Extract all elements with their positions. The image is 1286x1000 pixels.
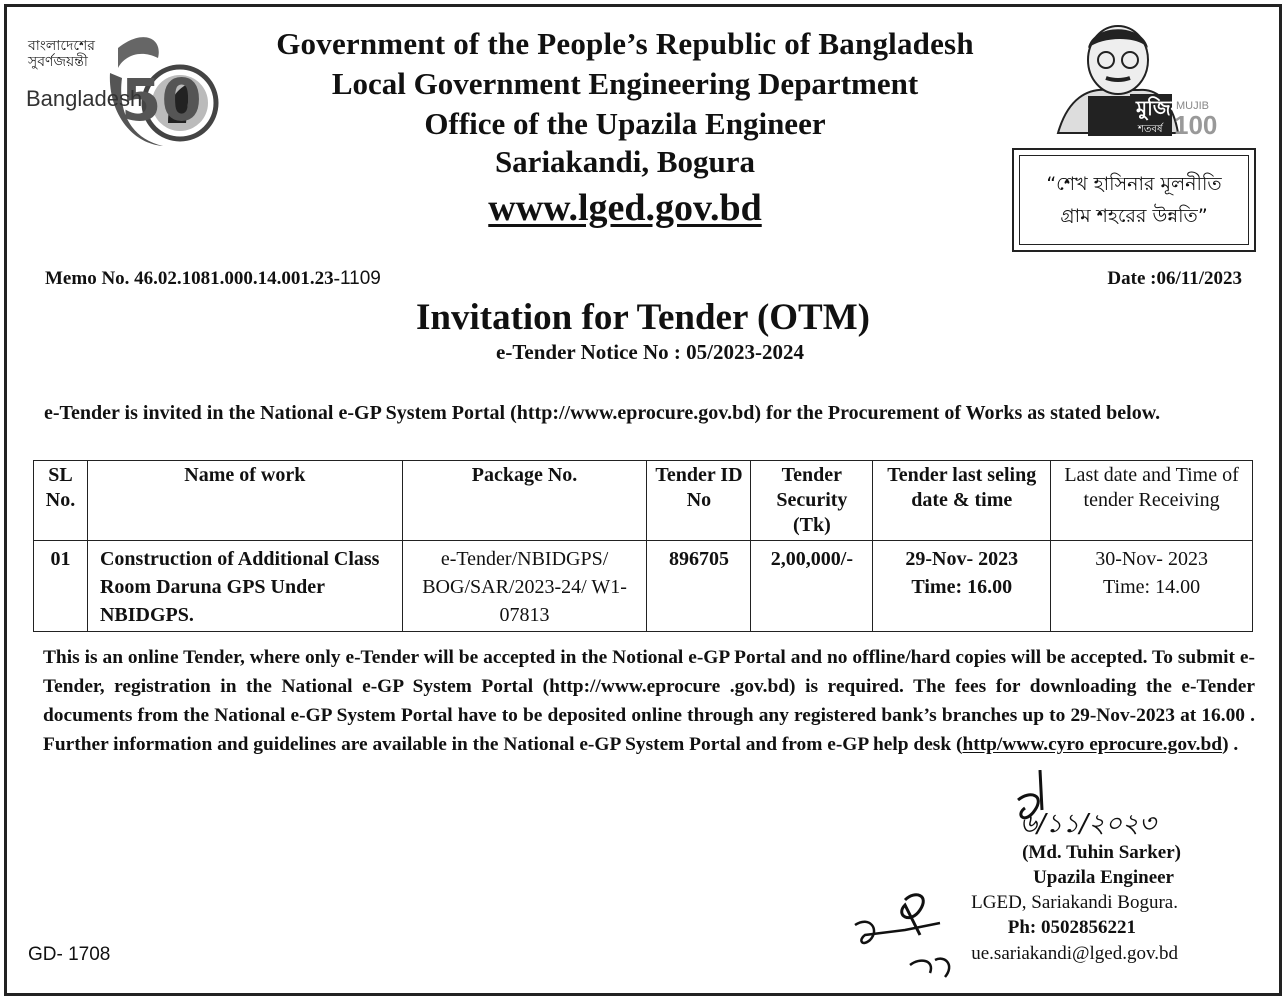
- mujib-100-logo: [1048, 18, 1228, 140]
- receiving-date: 30-Nov- 2023: [1095, 548, 1208, 570]
- initial-signature-graphic: [850, 885, 960, 985]
- header-department: Local Government Engineering Department: [331, 66, 919, 101]
- header-government: Government of the People’s Republic of Bangladesh: [276, 26, 974, 61]
- table-header-row: [34, 461, 1253, 541]
- intro-paragraph: e-Tender is invited in the National e-GP System Portal (http://www.eprocure.gov.bd) for the Procurement of Works as stated below.: [44, 402, 1161, 424]
- selling-date: 29-Nov- 2023: [905, 548, 1019, 570]
- cell-package-no: e-Tender/NBIDGPS/ BOG/SAR/2023-24/ W1-07813: [402, 541, 647, 632]
- col-header-tender-security: Tender Security (Tk): [751, 461, 873, 541]
- signatory-name: (Md. Tuhin Sarker): [1022, 842, 1181, 863]
- gd-number: GD- 1708: [28, 944, 111, 965]
- logo-bangla-text: [28, 38, 95, 70]
- signature-graphic: [1000, 770, 1190, 840]
- cell-name-of-work: Construction of Additional Class Room Daruna GPS Under NBIDGPS.: [87, 541, 402, 632]
- header-location: Sariakandi, Bogura: [494, 144, 756, 179]
- col-header-last-receiving-date: Last date and Time of tender Receiving: [1051, 461, 1253, 541]
- receiving-time: Time: 14.00: [1103, 576, 1201, 598]
- instructions-text: This is an online Tender, where only e-Tender will be accepted in the Notional e-GP Portal and no offline/hard copies will be accepted. To submit e-Tender, registration in the National e-GP System Portal (http://www.eprocure .gov.bd) is required. The fees for downloading the e-Tender documents from the National e-GP System Portal have to be deposited online through any registered bank’s branches up to 29-Nov-2023 at 16.00 . Further information and guidelines are available in the National e-GP System Portal and from e-GP help desk (: [43, 647, 1255, 755]
- header-office: Office of the Upazila Engineer: [424, 106, 826, 141]
- table-row: [34, 541, 1253, 632]
- golden-jubilee-logo: [18, 28, 223, 148]
- cell-tender-security: 2,00,000/-: [751, 541, 873, 632]
- mujib-bangla-label: মুজিব: [1136, 96, 1182, 120]
- signatory-phone: Ph: 0502856221: [1007, 917, 1136, 938]
- slogan-line1: “শেখ হাসিনার মূলনীতি: [1046, 173, 1222, 195]
- initial-signature: [850, 885, 960, 985]
- instructions-paragraph: [43, 643, 1255, 759]
- cell-receiving-date: [1051, 541, 1253, 632]
- signature-date: ৬/১১/২০২৩: [1020, 809, 1156, 839]
- cell-selling-date: [873, 541, 1051, 632]
- slogan-box: [1012, 148, 1256, 252]
- col-header-sl: SL No.: [34, 461, 88, 541]
- memo-serial: 1109: [340, 268, 381, 289]
- help-desk-link[interactable]: http/www.cyro eprocure.gov.bd: [962, 734, 1223, 755]
- mujib-label: MUJIB: [1176, 100, 1209, 112]
- handwritten-signature: [1000, 770, 1190, 840]
- col-header-package-no: Package No.: [402, 461, 647, 541]
- signatory-office: LGED, Sariakandi Bogura.: [971, 892, 1178, 913]
- logo-bangladesh-label: Bangladesh: [26, 86, 143, 111]
- memo-label: Memo No. 46.02.1081.000.14.001.23-: [45, 268, 340, 289]
- logo-50-number: 50: [121, 66, 202, 134]
- page-title: Invitation for Tender (OTM): [416, 297, 870, 338]
- slogan-text: [1019, 155, 1249, 245]
- logo-bangla-line2: সুবর্ণজয়ন্তী: [28, 54, 88, 70]
- signatory-designation: Upazila Engineer: [1033, 867, 1174, 888]
- cell-tender-id: 896705: [647, 541, 751, 632]
- col-header-name-of-work: Name of work: [87, 461, 402, 541]
- selling-time: Time: 16.00: [911, 576, 1013, 598]
- notice-date: Date :06/11/2023: [1107, 268, 1242, 289]
- mujib-bangla-sub: শতবর্ষ: [1138, 124, 1163, 135]
- cell-sl: 01: [34, 541, 88, 632]
- memo-number: [45, 268, 381, 290]
- slogan-line2: গ্রাম শহরের উন্নতি”: [1060, 205, 1208, 227]
- mujib-100-number: 100: [1174, 110, 1218, 140]
- header-website-link[interactable]: www.lged.gov.bd: [488, 187, 762, 229]
- col-header-last-selling-date: Tender last seling date & time: [873, 461, 1051, 541]
- tender-notice-number: e-Tender Notice No : 05/2023-2024: [496, 340, 804, 364]
- logo-bangla-line1: বাংলাদেশের: [28, 38, 95, 54]
- tender-table: [33, 460, 1253, 632]
- signatory-email[interactable]: ue.sariakandi@lged.gov.bd: [971, 943, 1178, 964]
- instructions-end: ) .: [1222, 734, 1239, 755]
- col-header-tender-id: Tender ID No: [647, 461, 751, 541]
